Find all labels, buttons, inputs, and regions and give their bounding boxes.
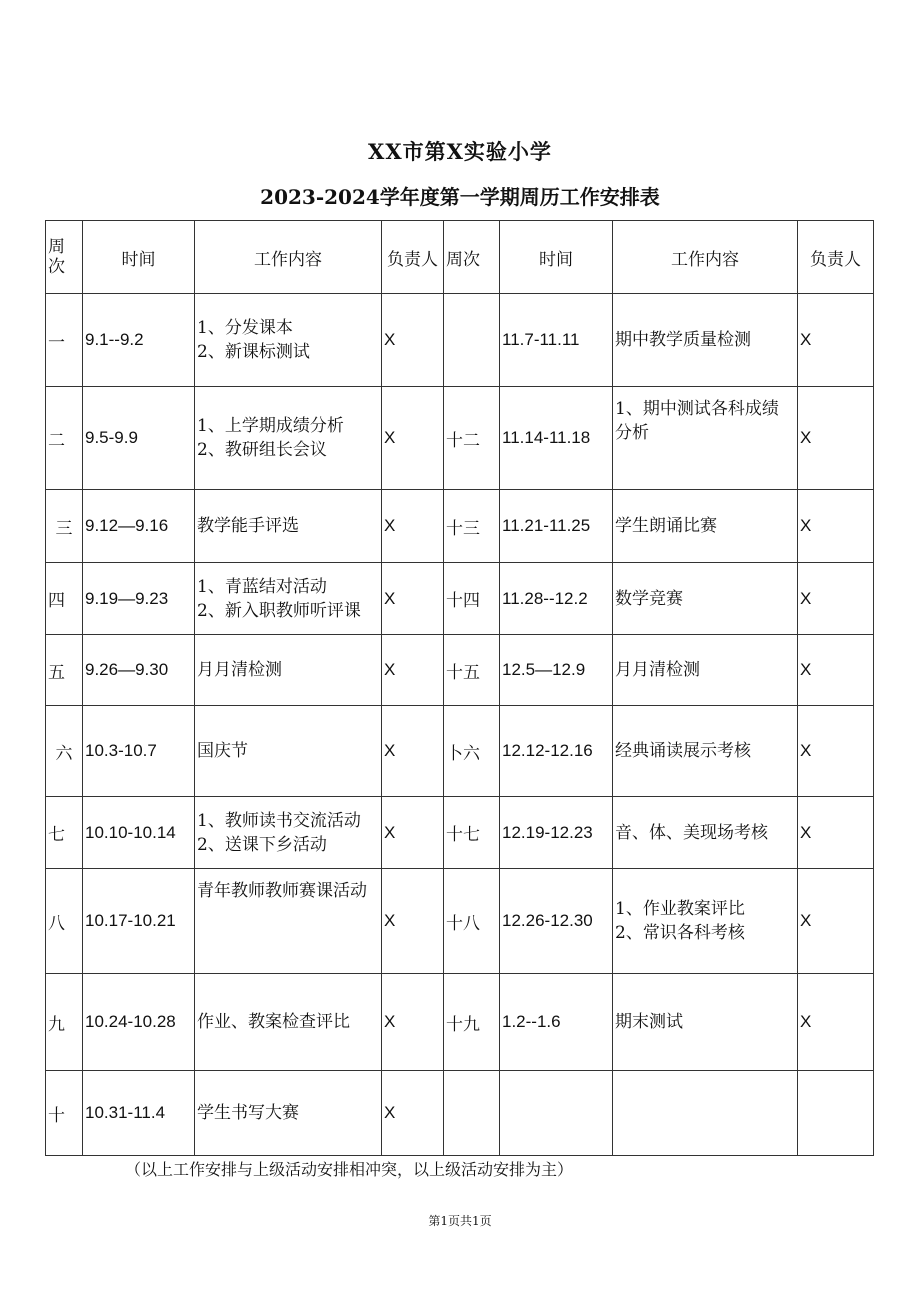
school-name: XX市第X实验小学: [368, 139, 552, 164]
time-cell: 10.17-10.21: [83, 869, 195, 974]
week-cell: 一: [46, 294, 83, 387]
time-cell: 10.31-11.4: [83, 1071, 195, 1156]
person-cell-right: X: [798, 490, 874, 563]
person-cell-right: X: [798, 294, 874, 387]
week-cell: 四: [46, 563, 83, 635]
time-cell-right: 12.5—12.9: [500, 635, 613, 706]
schedule-body: [46, 294, 874, 1156]
content-cell: [195, 387, 382, 490]
content-line: 青年教师教师赛课活动: [197, 881, 367, 901]
time-cell-right: 1.2--1.6: [500, 974, 613, 1071]
header-time: 时间: [83, 221, 195, 294]
content-line: 1、作业教案评比: [615, 899, 745, 919]
content-cell-right: [613, 974, 798, 1071]
time-cell-right: 12.12-12.16: [500, 706, 613, 797]
table-row: [46, 387, 874, 490]
header-person: 负责人: [382, 221, 444, 294]
time-cell: 9.12—9.16: [83, 490, 195, 563]
content-cell-right: [613, 490, 798, 563]
time-cell: 9.19—9.23: [83, 563, 195, 635]
week-cell-right: 卜六: [444, 706, 500, 797]
week-cell: 九: [46, 974, 83, 1071]
content-line: 2、新课标测试: [197, 342, 310, 362]
person-cell: X: [382, 563, 444, 635]
content-cell: [195, 869, 382, 974]
content-line: 音、体、美现场考核: [615, 822, 768, 843]
content-cell-right: [613, 563, 798, 635]
week-cell: 八: [46, 869, 83, 974]
content-line: 1、分发课本: [197, 318, 293, 338]
week-cell-right: 十二: [444, 387, 500, 490]
content-line: 作业、教案检查评比: [197, 1012, 350, 1032]
table-title: 2023-2024学年度第一学期周历工作安排表: [260, 185, 660, 209]
content-line: 教学能手评选: [197, 516, 299, 536]
table-row: [46, 490, 874, 563]
person-cell: X: [382, 1071, 444, 1156]
person-cell: X: [382, 974, 444, 1071]
time-cell: 9.26—9.30: [83, 635, 195, 706]
week-cell-right: 十八: [444, 869, 500, 974]
person-cell: X: [382, 490, 444, 563]
table-row: [46, 797, 874, 869]
person-cell: X: [382, 869, 444, 974]
table-row: [46, 974, 874, 1071]
content-cell: [195, 635, 382, 706]
time-cell-right: 11.21-11.25: [500, 490, 613, 563]
person-cell-right: X: [798, 974, 874, 1071]
week-cell-right: 十四: [444, 563, 500, 635]
content-line: 学生书写大赛: [197, 1103, 299, 1123]
content-cell: [195, 974, 382, 1071]
time-cell-right: [500, 1071, 613, 1156]
week-cell: 三: [46, 490, 83, 563]
header-content-right: 工作内容: [613, 221, 798, 294]
content-line: 2、教研组长会议: [197, 440, 327, 460]
content-line: 期末测试: [615, 1012, 683, 1032]
content-line: 1、教师读书交流活动: [197, 810, 361, 831]
content-line: 国庆节: [197, 741, 248, 761]
person-cell-right: X: [798, 797, 874, 869]
time-cell: 10.24-10.28: [83, 974, 195, 1071]
person-cell: X: [382, 797, 444, 869]
table-row: [46, 1071, 874, 1156]
week-cell-right: 十三: [444, 490, 500, 563]
table-row: [46, 294, 874, 387]
content-line: 月月清检测: [615, 660, 700, 680]
person-cell: X: [382, 294, 444, 387]
schedule-table: [45, 220, 874, 1156]
time-cell: 9.5-9.9: [83, 387, 195, 490]
page-footer: 第1页共1页: [428, 1214, 492, 1228]
person-cell-right: X: [798, 706, 874, 797]
person-cell-right: X: [798, 869, 874, 974]
content-cell: [195, 706, 382, 797]
time-cell: 9.1--9.2: [83, 294, 195, 387]
header-row: [46, 221, 874, 294]
week-cell: 五: [46, 635, 83, 706]
content-line: 学生朗诵比赛: [615, 516, 717, 536]
footnote: （以上工作安排与上级活动安排相冲突，以上级活动安排为主）: [125, 1160, 574, 1179]
person-cell-right: [798, 1071, 874, 1156]
header-week-right: 周次: [444, 221, 500, 294]
table-row: [46, 635, 874, 706]
content-line: 经典诵读展示考核: [615, 741, 751, 761]
content-line: 数学竞赛: [615, 588, 683, 609]
content-cell-right: [613, 1071, 798, 1156]
content-cell-right: [613, 797, 798, 869]
week-cell: 十: [46, 1071, 83, 1156]
week-cell: 六: [46, 706, 83, 797]
person-cell: X: [382, 635, 444, 706]
content-line: 分析: [615, 423, 649, 443]
content-line: 1、上学期成绩分析: [197, 416, 344, 436]
week-cell-right: 十五: [444, 635, 500, 706]
content-cell: [195, 1071, 382, 1156]
content-line: 期中教学质量检测: [615, 330, 751, 350]
content-cell-right: [613, 706, 798, 797]
week-cell-right: [444, 1071, 500, 1156]
content-cell: [195, 490, 382, 563]
content-cell: [195, 797, 382, 869]
week-cell-right: 十九: [444, 974, 500, 1071]
content-cell: [195, 294, 382, 387]
content-line: 2、常识各科考核: [615, 923, 745, 943]
person-cell: X: [382, 706, 444, 797]
content-cell: [195, 563, 382, 635]
content-line: 月月清检测: [197, 660, 282, 680]
week-cell: 二: [46, 387, 83, 490]
person-cell-right: X: [798, 387, 874, 490]
time-cell: 10.10-10.14: [83, 797, 195, 869]
week-cell-right: 十七: [444, 797, 500, 869]
time-cell-right: 12.19-12.23: [500, 797, 613, 869]
content-line: 1、青蓝结对活动: [197, 576, 327, 597]
time-cell-right: 11.28--12.2: [500, 563, 613, 635]
week-cell-right: [444, 294, 500, 387]
content-line: 2、新入职教师听评课: [197, 600, 361, 621]
header-content: 工作内容: [195, 221, 382, 294]
time-cell-right: 12.26-12.30: [500, 869, 613, 974]
table-row: [46, 563, 874, 635]
content-cell-right: [613, 635, 798, 706]
person-cell: X: [382, 387, 444, 490]
time-cell-right: 11.7-11.11: [500, 294, 613, 387]
table-row: [46, 869, 874, 974]
time-cell-right: 11.14-11.18: [500, 387, 613, 490]
time-cell: 10.3-10.7: [83, 706, 195, 797]
header-person-right: 负责人: [798, 221, 874, 294]
content-cell-right: [613, 387, 798, 490]
header-week: 周次: [46, 221, 83, 294]
content-line: 2、送课下乡活动: [197, 834, 327, 855]
table-row: [46, 706, 874, 797]
person-cell-right: X: [798, 563, 874, 635]
content-line: 1、期中测试各科成绩: [615, 399, 779, 419]
week-cell: 七: [46, 797, 83, 869]
content-cell-right: [613, 869, 798, 974]
header-time-right: 时间: [500, 221, 613, 294]
content-cell-right: [613, 294, 798, 387]
person-cell-right: X: [798, 635, 874, 706]
